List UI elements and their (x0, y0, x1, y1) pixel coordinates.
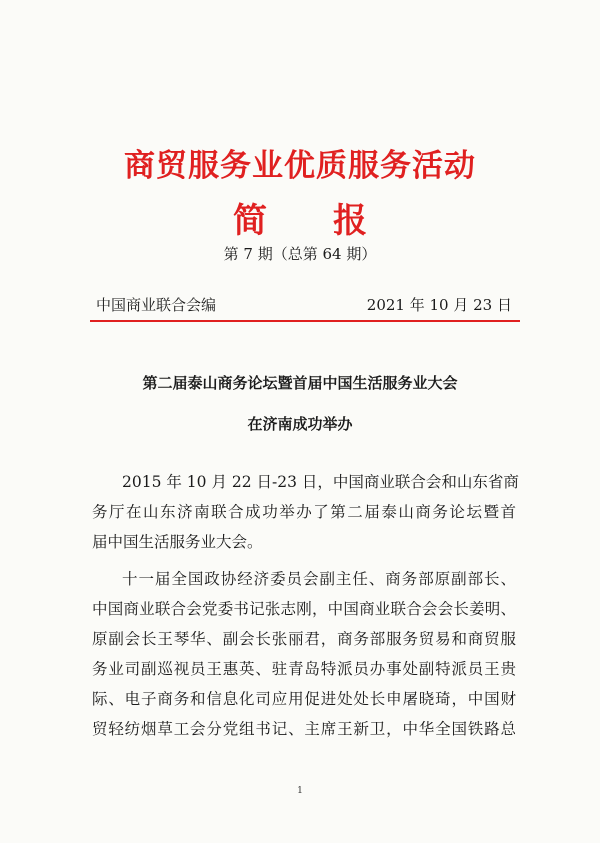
masthead-subtitle-right: 报 (333, 201, 367, 241)
paragraph-line: 中国商业联合会党委书记张志刚，中国商业联合会会长姜明、 (92, 600, 516, 618)
paragraph-line: 务厅在山东济南联合成功举办了第二届泰山商务论坛暨首 (92, 503, 516, 521)
paragraph-line: 2015 年 10 月 22 日-23 日，中国商业联合会和山东省商 (122, 473, 519, 491)
paragraph-line: 原副会长王琴华、副会长张丽君，商务部服务贸易和商贸服 (92, 630, 516, 648)
headline-line-2: 在济南成功举办 (247, 415, 353, 433)
paragraph-1 (92, 467, 519, 557)
paragraph-line: 贸轻纺烟草工会分党组书记、主席王新卫，中华全国铁路总 (92, 720, 516, 738)
issue-number: 第 7 期（总第 64 期） (223, 245, 377, 263)
paragraph-line: 届中国生活服务业大会。 (92, 533, 263, 551)
paragraph-2 (92, 564, 516, 744)
paragraph-line: 十一届全国政协经济委员会副主任、商务部原副部长、 (122, 570, 516, 588)
paragraph-line: 际、电子商务和信息化司应用促进处处长申屠晓琦，中国财 (92, 690, 516, 708)
headline-line-1: 第二届泰山商务论坛暨首届中国生活服务业大会 (142, 374, 458, 392)
masthead-title: 商贸服务业优质服务活动 (124, 148, 476, 184)
publish-date: 2021 年 10 月 23 日 (366, 296, 512, 314)
page-number: 1 (297, 786, 303, 796)
masthead-subtitle-left: 简 (233, 201, 267, 241)
masthead-subtitle (0, 193, 600, 242)
paragraph-line: 务业司副巡视员王惠英、驻青岛特派员办事处副特派员王贵 (92, 660, 516, 678)
publisher: 中国商业联合会编 (96, 296, 217, 314)
red-divider (90, 320, 520, 322)
